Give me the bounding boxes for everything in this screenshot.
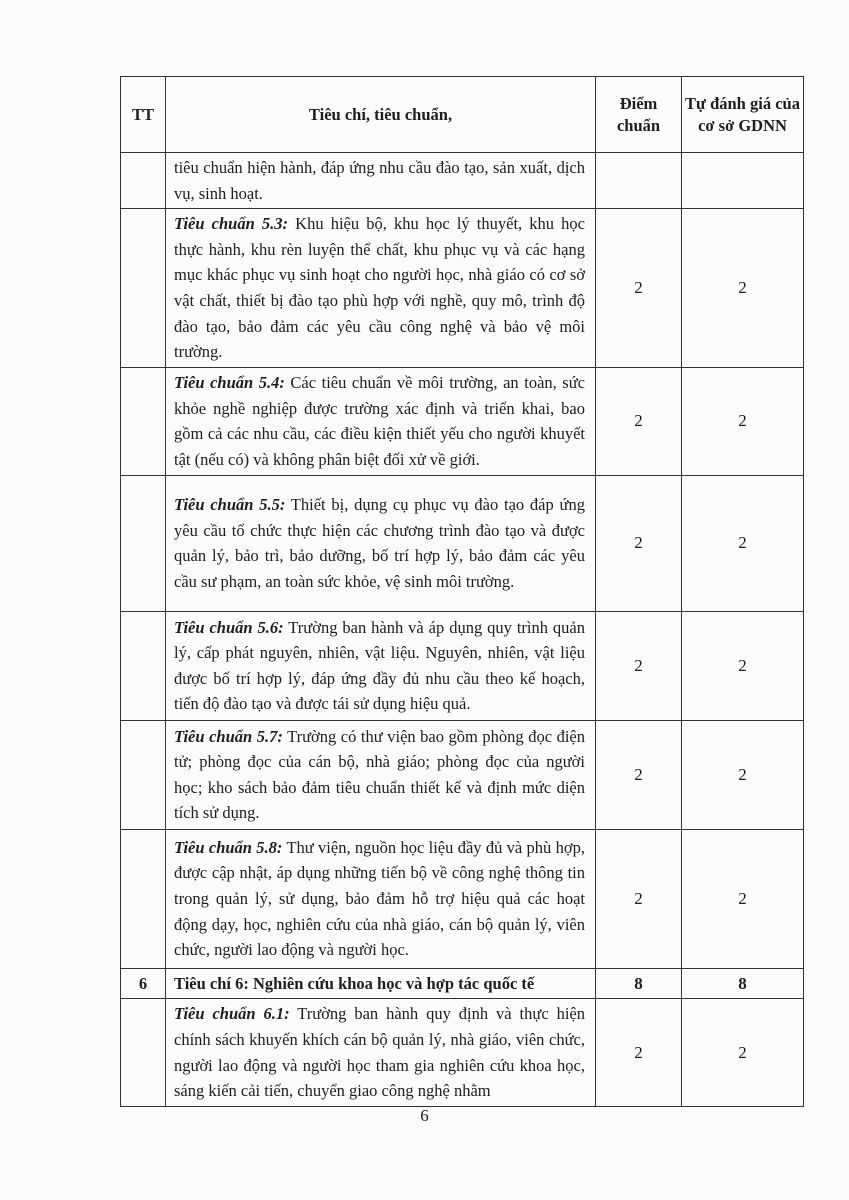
- points-cell: 2: [596, 367, 682, 475]
- self-eval-cell: 2: [682, 367, 804, 475]
- criteria-cell: [166, 367, 596, 475]
- table-row: [121, 367, 804, 475]
- tt-cell: [121, 153, 166, 209]
- table-row: [121, 209, 804, 368]
- header-self-eval: Tự đánh giá của cơ sở GDNN: [682, 77, 804, 153]
- table-row: [121, 153, 804, 209]
- self-eval-cell: 2: [682, 611, 804, 720]
- points-cell: 2: [596, 209, 682, 368]
- tt-cell: [121, 475, 166, 611]
- self-eval-cell: 2: [682, 829, 804, 968]
- points-cell: 2: [596, 999, 682, 1106]
- tt-cell: [121, 209, 166, 368]
- criteria-cell: [166, 153, 596, 209]
- table-row: [121, 720, 804, 829]
- standard-label: Tiêu chuẩn 5.5:: [174, 495, 286, 515]
- table-header-row: [121, 77, 804, 153]
- self-eval-cell: 2: [682, 209, 804, 368]
- table-row: [121, 999, 804, 1106]
- standard-text: Thư viện, nguồn học liệu đầy đủ và phù hợp, được cập nhật, áp dụng những tiến bộ về công nghệ thông tin trong quản lý, sử dụng, bảo đảm hỗ trợ hiệu quả các hoạt động dạy, học, nghiên cứu của nhà giáo, cán bộ quản lý, viên chức, người lao động và người học.: [174, 837, 585, 960]
- points-cell: 2: [596, 475, 682, 611]
- points-cell: [596, 153, 682, 209]
- table-row: [121, 611, 804, 720]
- points-cell: 8: [596, 968, 682, 999]
- self-eval-cell: 8: [682, 968, 804, 999]
- criteria-cell: [166, 999, 596, 1106]
- standard-label: Tiêu chuẩn 5.7:: [174, 726, 283, 746]
- points-cell: 2: [596, 720, 682, 829]
- tt-cell: [121, 720, 166, 829]
- self-eval-cell: 2: [682, 475, 804, 611]
- header-tt: TT: [121, 77, 166, 153]
- tt-cell: [121, 999, 166, 1106]
- points-cell: 2: [596, 611, 682, 720]
- points-cell: 2: [596, 829, 682, 968]
- tt-cell: 6: [121, 968, 166, 999]
- criteria-cell: [166, 720, 596, 829]
- evaluation-table: [120, 76, 804, 1107]
- table-row: [121, 475, 804, 611]
- tt-cell: [121, 611, 166, 720]
- self-eval-cell: 2: [682, 999, 804, 1106]
- standard-text: Khu hiệu bộ, khu học lý thuyết, khu học thực hành, khu rèn luyện thể chất, khu phục vụ và các hạng mục khác phục vụ sinh hoạt cho người học, nhà giáo có cơ sở vật chất, thiết bị đào tạo phù hợp với nghề, quy mô, trình độ đào tạo, bảo đảm các yêu cầu công nghệ và bảo vệ môi trường.: [174, 214, 586, 362]
- tt-cell: [121, 367, 166, 475]
- criteria-cell: [166, 611, 596, 720]
- standard-text: Các tiêu chuẩn về môi trường, an toàn, sức khỏe nghề nghiệp được trường xác định và triển khai, bao gồm cả các nhu cầu, các điều kiện thiết yếu cho người khuyết tật (nếu có) và không phân biệt đối xử về giới.: [174, 373, 585, 469]
- standard-label: Tiêu chuẩn 5.3:: [174, 214, 289, 234]
- criteria-cell: [166, 209, 596, 368]
- criterion-title: Tiêu chí 6: Nghiên cứu khoa học và hợp tác quốc tế: [166, 968, 596, 999]
- standard-label: Tiêu chuẩn 5.6:: [174, 617, 284, 637]
- standard-label: Tiêu chuẩn 5.4:: [174, 373, 285, 393]
- header-criteria: Tiêu chí, tiêu chuẩn,: [166, 77, 596, 153]
- standard-text: Trường ban hành quy định và thực hiện chính sách khuyến khích cán bộ quản lý, nhà giáo, viên chức, người lao động và người học tham gia nghiên cứu khoa học, sáng kiến cải tiến, chuyển giao công nghệ nhằm: [174, 1004, 585, 1101]
- criterion-row: [121, 968, 804, 999]
- header-points: Điểm chuẩn: [596, 77, 682, 153]
- self-eval-cell: [682, 153, 804, 209]
- criteria-cell: [166, 829, 596, 968]
- criteria-cell: [166, 475, 596, 611]
- standard-text: Trường có thư viện bao gồm phòng đọc điện tử; phòng đọc của cán bộ, nhà giáo; phòng đọc của người học; kho sách bảo đảm tiêu chuẩn thiết kế và định mức diện tích sử dụng.: [174, 726, 585, 823]
- standard-text: Trường ban hành và áp dụng quy trình quản lý, cấp phát nguyên, nhiên, vật liệu. Nguyên, nhiên, vật liệu được bố trí hợp lý, đáp ứng đầy đủ nhu cầu theo kế hoạch, tiến độ đào tạo và được tái sử dụng hiệu quả.: [174, 617, 585, 714]
- table-row: [121, 829, 804, 968]
- standard-label: Tiêu chuẩn 5.8:: [174, 837, 283, 857]
- standard-text: tiêu chuẩn hiện hành, đáp ứng nhu cầu đào tạo, sản xuất, dịch vụ, sinh hoạt.: [174, 158, 585, 203]
- standard-text: Thiết bị, dụng cụ phục vụ đào tạo đáp ứng yêu cầu tổ chức thực hiện các chương trình đào tạo và được quản lý, bảo trì, bảo dưỡng, bố trí hợp lý, bảo đảm các yêu cầu sư phạm, an toàn sức khỏe, vệ sinh môi trường.: [174, 495, 585, 591]
- page-number: 6: [420, 1106, 429, 1125]
- tt-cell: [121, 829, 166, 968]
- standard-label: Tiêu chuẩn 6.1:: [174, 1004, 290, 1024]
- self-eval-cell: 2: [682, 720, 804, 829]
